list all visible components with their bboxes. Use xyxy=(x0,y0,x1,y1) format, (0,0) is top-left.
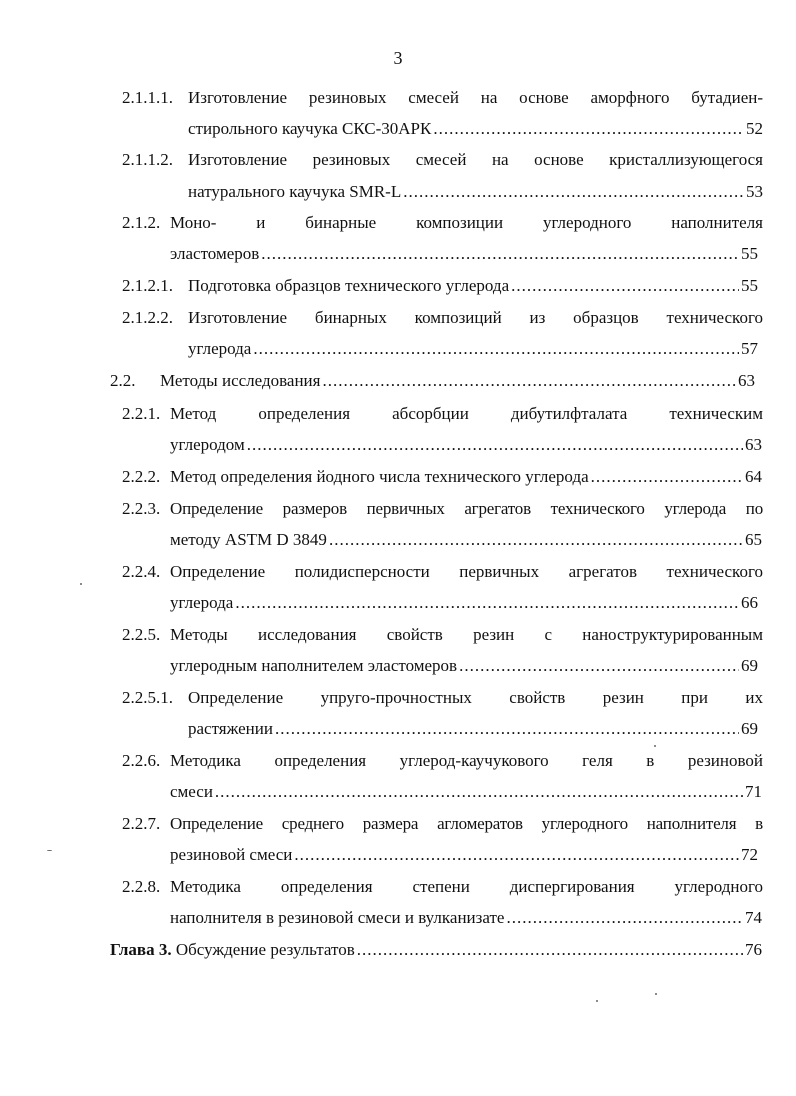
entry-number: 2.1.1.2. xyxy=(122,150,173,169)
page-number: 3 xyxy=(393,48,403,68)
entry-title-line1: Методы исследования свойств резин с наноструктурированным xyxy=(170,625,763,644)
entry-page: 65 xyxy=(745,530,762,549)
entry-page: 57 xyxy=(741,339,758,358)
entry-title-line2: натурального каучука SMR-L ..... 53 xyxy=(188,182,763,202)
entry-page: 63 xyxy=(738,371,755,390)
entry-number: 2.1.2.2. xyxy=(122,308,173,327)
entry-number: 2.2. xyxy=(110,371,136,390)
entry-page: 63 xyxy=(745,435,762,454)
entry-number: 2.2.6. xyxy=(122,751,161,770)
entry-title-line1: Методика определения степени диспергирования углеродного xyxy=(170,877,763,896)
entry-number: 2.2.7. xyxy=(122,814,161,833)
entry-title-line1: Метод определения абсорбции дибутилфталата техническим xyxy=(170,404,763,423)
entry-page: 69 xyxy=(741,719,758,738)
entry-page: 76 xyxy=(745,940,762,959)
entry-page: 52 xyxy=(746,119,763,138)
entry-title-line1: Методика определения углерод-каучукового геля в резиновой xyxy=(170,751,763,770)
entry-number: 2.2.5.1. xyxy=(122,688,173,707)
entry-title-line1: Подготовка образцов технического углерода ..... 55 xyxy=(188,276,758,296)
entry-title-line2: углерода ..... 66 xyxy=(170,593,758,613)
entry-title-line1: Определение упруго-прочностных свойств резин при их xyxy=(188,688,763,707)
chapter-label: Глава 3. xyxy=(110,940,172,959)
entry-page: 55 xyxy=(741,244,758,263)
entry-title-line1: Определение размеров первичных агрегатов технического углерода по xyxy=(170,499,763,518)
entry-page: 72 xyxy=(741,845,758,864)
scan-speck xyxy=(47,850,52,851)
entry-number: 2.2.3. xyxy=(122,499,161,518)
entry-title-line1: Изготовление бинарных композиций из образцов технического xyxy=(188,308,763,327)
scan-speck xyxy=(80,583,82,585)
entry-title-line1: Методы исследования ..... 63 xyxy=(160,371,755,391)
entry-title-line1: Определение среднего размера агломератов углеродного наполнителя в xyxy=(170,814,763,833)
entry-page: 71 xyxy=(745,782,762,801)
entry-number: 2.2.2. xyxy=(122,467,161,486)
entry-title-line2: углеродом ..... 63 xyxy=(170,435,762,455)
entry-title-line2: углерода ..... 57 xyxy=(188,339,758,359)
chapter-title: Обсуждение результатов xyxy=(175,940,355,959)
entry-title-line1: Изготовление резиновых смесей на основе кристаллизующегося xyxy=(188,150,763,169)
entry-title-line2: стирольного каучука СКС-30АРК ..... 52 xyxy=(188,119,763,139)
entry-page: 69 xyxy=(741,656,758,675)
entry-title-line2: резиновой смеси ..... 72 xyxy=(170,845,758,865)
entry-title-line2: растяжении ..... 69 xyxy=(188,719,758,739)
scan-speck xyxy=(655,993,657,995)
entry-number: 2.1.1.1. xyxy=(122,88,173,107)
entry-page: 53 xyxy=(746,182,763,201)
entry-page: 55 xyxy=(741,276,758,295)
entry-title-line2: наполнителя в резиновой смеси и вулканизате ..... 74 xyxy=(170,908,762,928)
scan-speck xyxy=(654,745,656,747)
entry-title-line2: эластомеров ..... 55 xyxy=(170,244,758,264)
entry-title-line1: Моно- и бинарные композиции углеродного наполнителя xyxy=(170,213,763,232)
entry-title-line1: Определение полидисперсности первичных агрегатов технического xyxy=(170,562,763,581)
entry-title-line2: углеродным наполнителем эластомеров ..... 69 xyxy=(170,656,758,676)
entry-title-line2: смеси ..... 71 xyxy=(170,782,762,802)
entry-number: 2.2.5. xyxy=(122,625,161,644)
entry-number: 2.2.8. xyxy=(122,877,161,896)
entry-page: 74 xyxy=(745,908,762,927)
entry-page: 64 xyxy=(745,467,762,486)
scan-speck xyxy=(596,1000,598,1002)
entry-number: 2.2.1. xyxy=(122,404,161,423)
entry-number: 2.1.2. xyxy=(122,213,161,232)
entry-number: 2.1.2.1. xyxy=(122,276,173,295)
entry-title-line1: Изготовление резиновых смесей на основе аморфного бутадиен- xyxy=(188,88,763,107)
entry-number: 2.2.4. xyxy=(122,562,161,581)
chapter-line xyxy=(110,940,762,960)
entry-title-line1: Метод определения йодного числа технического углерода ..... 64 xyxy=(170,467,762,487)
entry-page: 66 xyxy=(741,593,758,612)
entry-title-line2: методу ASTM D 3849 ..... 65 xyxy=(170,530,762,550)
